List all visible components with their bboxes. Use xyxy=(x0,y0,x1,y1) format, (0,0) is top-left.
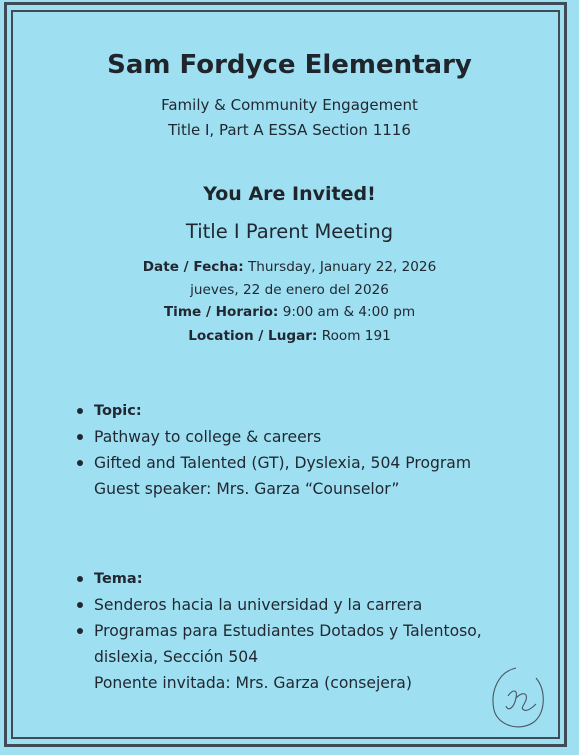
topic-list-english xyxy=(76,398,556,476)
location-line xyxy=(0,328,579,344)
guest-speaker-spanish: Ponente invitada: Mrs. Garza (consejera) xyxy=(94,674,412,692)
date-label: Date / Fecha: xyxy=(142,259,244,275)
location-label: Location / Lugar: xyxy=(188,328,318,344)
tema-item-text: Programas para Estudiantes Dotados y Talentoso, xyxy=(94,622,482,640)
tema-item: Senderos hacia la universidad y la carrera xyxy=(76,592,556,618)
topic-item: Pathway to college & careers xyxy=(76,424,556,450)
invitation-headline: You Are Invited! xyxy=(203,183,376,205)
tema-item xyxy=(76,618,556,644)
topic-item-text: Gifted and Talented (GT), Dyslexia, 504 Program xyxy=(94,454,472,472)
meeting-title: Title I Parent Meeting xyxy=(185,220,394,243)
topic-heading: Topic: xyxy=(76,398,556,424)
guest-speaker-text: Guest speaker: Mrs. Garza “Counselor” xyxy=(94,480,400,498)
subtitle-title-one: Title I, Part A ESSA Section 1116 xyxy=(168,121,411,139)
time-label: Time / Horario: xyxy=(163,304,279,320)
spanish-continuation xyxy=(76,644,412,696)
date-spanish: jueves, 22 de enero del 2026 xyxy=(190,282,389,298)
topic-item xyxy=(76,450,556,476)
handwritten-initials-signature xyxy=(486,662,550,734)
time-line xyxy=(0,304,579,320)
time-value: 9:00 am & 4:00 pm xyxy=(282,304,416,320)
date-line xyxy=(0,259,579,275)
date-value: Thursday, January 22, 2026 xyxy=(247,259,437,275)
subtitle-engagement: Family & Community Engagement xyxy=(161,96,418,114)
tema-heading: Tema: xyxy=(76,566,556,592)
school-name: Sam Fordyce Elementary xyxy=(107,50,472,80)
topic-list-spanish xyxy=(76,566,556,644)
location-value: Room 191 xyxy=(321,328,391,344)
guest-speaker-english xyxy=(76,476,399,502)
tema-item-line2: dislexia, Sección 504 xyxy=(94,648,259,666)
